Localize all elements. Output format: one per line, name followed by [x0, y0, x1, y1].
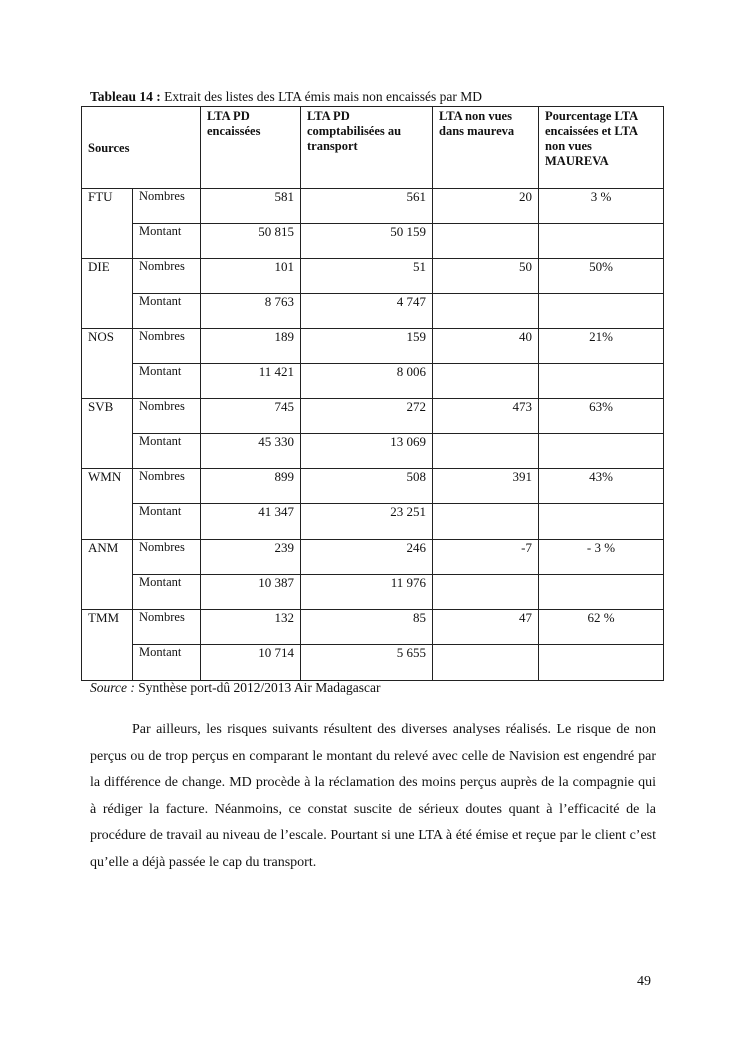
table-row-nombres — [82, 610, 664, 645]
cell-nombres-label: Nombres — [133, 329, 201, 364]
source-note — [90, 680, 380, 696]
table-caption-text: Extrait des listes des LTA émis mais non encaissés par MD — [160, 89, 483, 104]
cell-mt-comptabilisees: 23 251 — [301, 504, 433, 540]
cell-pourcentage: 50% — [539, 259, 664, 294]
cell-nb-encaissees: 189 — [201, 329, 301, 364]
cell-nb-comptabilisees: 85 — [301, 610, 433, 645]
cell-pourcentage: 21% — [539, 329, 664, 364]
cell-nb-comptabilisees: 159 — [301, 329, 433, 364]
table-row-montant — [82, 434, 664, 469]
cell-mt-encaissees: 50 815 — [201, 224, 301, 259]
cell-empty — [433, 575, 539, 610]
cell-non-vues: 47 — [433, 610, 539, 645]
cell-nombres-label: Nombres — [133, 610, 201, 645]
cell-mt-comptabilisees: 13 069 — [301, 434, 433, 469]
cell-nb-comptabilisees: 561 — [301, 189, 433, 224]
cell-montant-label: Montant — [133, 434, 201, 469]
cell-mt-encaissees: 8 763 — [201, 294, 301, 329]
cell-nombres-label: Nombres — [133, 469, 201, 504]
cell-non-vues: 473 — [433, 399, 539, 434]
cell-empty — [539, 434, 664, 469]
cell-nb-encaissees: 581 — [201, 189, 301, 224]
cell-mt-encaissees: 11 421 — [201, 364, 301, 399]
cell-nb-encaissees: 899 — [201, 469, 301, 504]
cell-mt-encaissees: 45 330 — [201, 434, 301, 469]
table-row-montant — [82, 224, 664, 259]
cell-nb-encaissees: 239 — [201, 540, 301, 575]
cell-mt-encaissees: 41 347 — [201, 504, 301, 540]
cell-montant-label: Montant — [133, 224, 201, 259]
table-row-montant — [82, 645, 664, 681]
cell-empty — [433, 224, 539, 259]
source-text: Synthèse port-dû 2012/2013 Air Madagascar — [134, 680, 381, 695]
cell-empty — [539, 575, 664, 610]
lta-table — [81, 106, 664, 681]
cell-mt-encaissees: 10 714 — [201, 645, 301, 681]
table-caption — [90, 89, 482, 105]
cell-nb-comptabilisees: 51 — [301, 259, 433, 294]
table-row-nombres — [82, 540, 664, 575]
cell-empty — [539, 504, 664, 540]
cell-pourcentage: 43% — [539, 469, 664, 504]
cell-source: DIE — [82, 259, 133, 329]
cell-empty — [433, 294, 539, 329]
cell-mt-comptabilisees: 11 976 — [301, 575, 433, 610]
cell-nb-encaissees: 745 — [201, 399, 301, 434]
cell-non-vues: 20 — [433, 189, 539, 224]
table-row-nombres — [82, 189, 664, 224]
table-caption-label: Tableau 14 : — [90, 89, 161, 104]
cell-source: ANM — [82, 540, 133, 610]
table-row-montant — [82, 575, 664, 610]
cell-nb-comptabilisees: 246 — [301, 540, 433, 575]
cell-mt-comptabilisees: 8 006 — [301, 364, 433, 399]
table-row-montant — [82, 294, 664, 329]
cell-mt-comptabilisees: 50 159 — [301, 224, 433, 259]
cell-nb-encaissees: 101 — [201, 259, 301, 294]
cell-nb-encaissees: 132 — [201, 610, 301, 645]
cell-source: SVB — [82, 399, 133, 469]
cell-empty — [539, 364, 664, 399]
cell-empty — [433, 645, 539, 681]
cell-empty — [433, 434, 539, 469]
cell-source: NOS — [82, 329, 133, 399]
cell-empty — [539, 645, 664, 681]
cell-nb-comptabilisees: 272 — [301, 399, 433, 434]
page-number: 49 — [637, 974, 651, 989]
cell-mt-encaissees: 10 387 — [201, 575, 301, 610]
cell-nb-comptabilisees: 508 — [301, 469, 433, 504]
cell-non-vues: 391 — [433, 469, 539, 504]
cell-non-vues: 40 — [433, 329, 539, 364]
cell-pourcentage: 63% — [539, 399, 664, 434]
cell-mt-comptabilisees: 5 655 — [301, 645, 433, 681]
table-row-nombres — [82, 329, 664, 364]
cell-mt-comptabilisees: 4 747 — [301, 294, 433, 329]
cell-empty — [539, 224, 664, 259]
cell-nombres-label: Nombres — [133, 189, 201, 224]
cell-nombres-label: Nombres — [133, 540, 201, 575]
cell-empty — [433, 364, 539, 399]
cell-source: WMN — [82, 469, 133, 540]
cell-source: TMM — [82, 610, 133, 681]
header-lta-pd-comptabilisees: LTA PD comptabilisées au transport — [301, 107, 433, 189]
cell-pourcentage: 3 % — [539, 189, 664, 224]
cell-empty — [433, 504, 539, 540]
cell-montant-label: Montant — [133, 504, 201, 540]
body-paragraph: Par ailleurs, les risques suivants résultent des diverses analyses réalisés. Le risque de non perçus ou de trop perçus en comparant le montant du relevé avec celle de Navision est engendré par la différence de change. MD procède à la réclamation des moins perçus auprès de la compagnie qui à rédiger la facture. Néanmoins, ce constat suscite de sérieux doutes quant à l’efficacité de la procédure de travail au niveau de l’escale. Pourtant si une LTA à été émise et reçue par le client c’est qu’elle a déjà passée le cap du transport. — [90, 722, 656, 870]
table-header-row — [82, 107, 664, 189]
table-row-nombres — [82, 469, 664, 504]
header-sources: Sources — [82, 107, 201, 189]
cell-nombres-label: Nombres — [133, 259, 201, 294]
cell-nombres-label: Nombres — [133, 399, 201, 434]
table-row-montant — [82, 364, 664, 399]
header-lta-non-vues: LTA non vues dans maureva — [433, 107, 539, 189]
cell-non-vues: 50 — [433, 259, 539, 294]
cell-source: FTU — [82, 189, 133, 259]
header-lta-pd-encaissees: LTA PD encaissées — [201, 107, 301, 189]
cell-pourcentage: 62 % — [539, 610, 664, 645]
table-row-nombres — [82, 259, 664, 294]
cell-montant-label: Montant — [133, 575, 201, 610]
cell-montant-label: Montant — [133, 294, 201, 329]
cell-empty — [539, 294, 664, 329]
header-pourcentage: Pourcentage LTA encaissées et LTA non vues MAUREVA — [539, 107, 664, 189]
table-row-montant — [82, 504, 664, 540]
cell-non-vues: -7 — [433, 540, 539, 575]
source-label: Source : — [90, 680, 135, 695]
cell-montant-label: Montant — [133, 364, 201, 399]
table-row-nombres — [82, 399, 664, 434]
cell-montant-label: Montant — [133, 645, 201, 681]
cell-pourcentage: - 3 % — [539, 540, 664, 575]
